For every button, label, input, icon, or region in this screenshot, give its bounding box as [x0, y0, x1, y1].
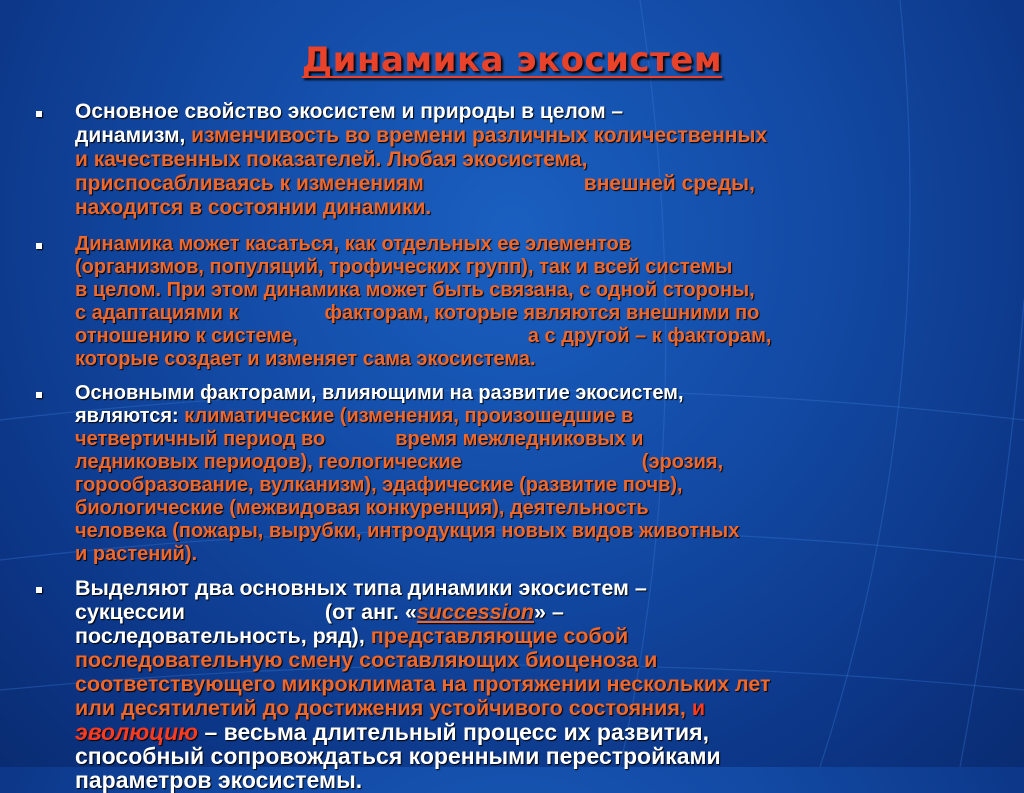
bullet-3-line-7: человека (пожары, вырубки, интродукция новых видов животных — [75, 520, 740, 542]
bullet-3-line-3: четвертичный период во время межледниковых и — [75, 428, 644, 450]
bullet-1-line-3: и качественных показателей. Любая экосистема, — [75, 148, 588, 171]
bullet-3 — [0, 382, 1024, 566]
bullet-4-line-7: эволюцию – весьма длительный процесс их развития, — [75, 719, 709, 745]
bullet-4 — [0, 576, 1024, 792]
bullet-2-line-2: (организмов, популяций, трофических групп), так и всей системы — [75, 256, 733, 278]
bullet-square-icon — [36, 243, 42, 249]
bullet-1 — [0, 100, 1024, 220]
bullet-2-line-6: которые создает и изменяет сама экосистема. — [75, 348, 536, 370]
bullet-1-line-1: Основное свойство экосистем и природы в целом – — [75, 100, 624, 123]
bullet-4-line-8: способный сопровождаться коренными перестройками — [75, 743, 721, 769]
slide-content — [0, 100, 1024, 792]
page-title: Динамика экосистем — [301, 40, 723, 80]
bullet-3-line-2: являются: климатические (изменения, произошедшие в — [75, 405, 634, 427]
bullet-3-line-5: горообразование, вулканизм), эдафические (развитие почв), — [75, 474, 683, 496]
bullet-square-icon — [36, 587, 42, 593]
term-evolution: эволюцию — [75, 719, 199, 745]
bullet-1-line-4: приспосабливаясь к изменениям внешней среды, — [75, 172, 755, 195]
bullet-1-line-5: находится в состоянии динамики. — [75, 196, 432, 219]
bullet-3-line-6: биологические (межвидовая конкуренция), деятельность — [75, 497, 649, 519]
bullet-4-line-1: Выделяют два основных типа динамики экосистем – — [75, 576, 647, 600]
bullet-1-line-2: динамизм, изменчивость во времени различных количественных — [75, 124, 768, 147]
bullet-4-line-2: сукцессии (от анг. «succession» – — [75, 600, 564, 624]
bullet-4-line-3: последовательность, ряд), представляющие собой — [75, 624, 629, 648]
bullet-4-line-5: соответствующего микроклимата на протяжении нескольких лет — [75, 672, 771, 696]
bullet-3-line-4: ледниковых периодов), геологические (эрозия, — [75, 451, 724, 473]
bullet-4-line-4: последовательную смену составляющих биоценоза и — [75, 648, 658, 672]
bullet-2-line-4: с адаптациями к факторам, которые являются внешними по — [75, 302, 760, 324]
bullet-3-line-8: и растений). — [75, 543, 198, 565]
bullet-2-line-3: в целом. При этом динамика может быть связана, с одной стороны, — [75, 279, 755, 301]
bullet-square-icon — [36, 392, 42, 398]
bullet-2-line-1: Динамика может касаться, как отдельных ее элементов — [75, 233, 632, 255]
term-succession: succession — [416, 600, 534, 624]
bullet-square-icon — [36, 111, 42, 117]
bullet-4-line-9: параметров экосистемы. — [75, 767, 363, 793]
bullet-2-line-5: отношению к системе, а с другой – к факторам, — [75, 325, 772, 347]
bullet-3-line-1: Основными факторами, влияющими на развитие экосистем, — [75, 382, 684, 404]
bullet-2 — [0, 233, 1024, 371]
bullet-4-line-6: или десятилетий до достижения устойчивого состояния, и — [75, 696, 706, 720]
